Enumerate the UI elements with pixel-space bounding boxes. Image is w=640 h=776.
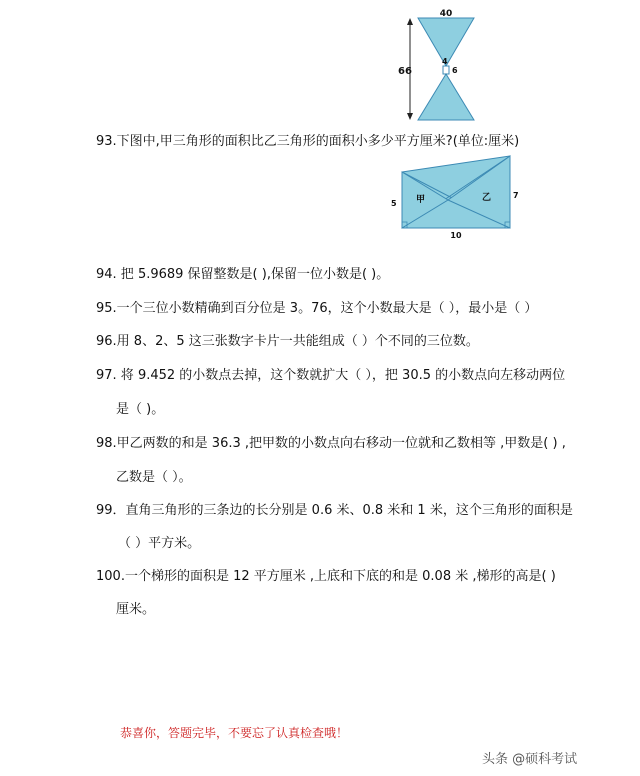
question-98-line1: 98.甲乙两数的和是 36.3 ,把甲数的小数点向右移动一位就和乙数相等 ,甲数是( ) , bbox=[96, 436, 566, 451]
question-96: 96.用 8、2、5 这三张数字卡片一共能组成（ ）个不同的三位数。 bbox=[96, 334, 479, 349]
center-square bbox=[443, 66, 449, 74]
jia-label: 甲 bbox=[416, 195, 426, 205]
question-93: 93.下图中,甲三角形的面积比乙三角形的面积小多少平方厘米?(单位:厘米) bbox=[96, 134, 520, 149]
question-97-line1: 97. 将 9.452 的小数点去掉，这个数就扩大（ ），把 30.5 的小数点向左移动两位 bbox=[96, 368, 566, 383]
height-label: 66 bbox=[398, 66, 412, 77]
question-94: 94. 把 5.9689 保留整数是( ),保留一位小数是( )。 bbox=[96, 267, 390, 282]
question-99-line1: 99．直角三角形的三条边的长分别是 0.6 米、0.8 米和 1 米，这个三角形的面积是 bbox=[96, 503, 573, 518]
bottom-label: 10 bbox=[450, 231, 462, 240]
bottom-triangle bbox=[418, 74, 474, 120]
question-98-line2: 乙数是（ ）。 bbox=[116, 470, 192, 485]
top-width-label: 40 bbox=[439, 9, 453, 19]
triangles-figure bbox=[386, 154, 520, 240]
left-side-label: 5 bbox=[391, 199, 397, 208]
right-side-label: 7 bbox=[513, 191, 519, 200]
question-100-line1: 100.一个梯形的面积是 12 平方厘米 ,上底和下底的和是 0.08 米 ,梯形的高是( ) bbox=[96, 569, 556, 584]
source-watermark: 头条 @硕科考试 bbox=[482, 752, 578, 767]
question-95: 95.一个三位小数精确到百分位是 3。76，这个小数最大是（ ），最小是（ ） bbox=[96, 301, 538, 316]
question-97-line2: 是（ )。 bbox=[116, 402, 165, 417]
footer-message: 恭喜你，答题完毕，不要忘了认真检查哦！ bbox=[120, 726, 349, 740]
question-99-line2: （ ）平方米。 bbox=[118, 536, 201, 551]
hourglass-figure bbox=[398, 6, 480, 122]
yi-label: 乙 bbox=[482, 193, 492, 203]
question-100-line2: 厘米。 bbox=[116, 602, 156, 617]
gap-label-4: 4 bbox=[442, 57, 448, 66]
gap-label-6: 6 bbox=[452, 66, 458, 75]
